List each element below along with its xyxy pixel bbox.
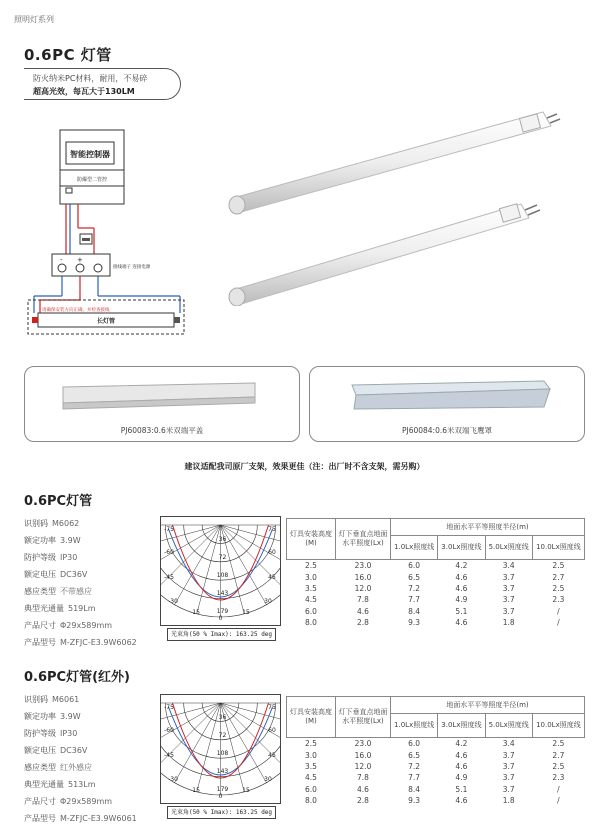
polar-angle-label: 45 — [268, 574, 276, 581]
table-cell: 23.0 — [354, 561, 372, 571]
polar-angle-label: -15 — [190, 609, 200, 616]
terminal-minus: - — [60, 256, 63, 264]
spec-row: 额定功率 3.9W — [24, 536, 81, 545]
polar-angle-label: -15 — [190, 787, 200, 794]
beam-caption-1: 光束角(50 % Imax): 163.25 deg — [167, 628, 276, 641]
fixture-label-2: PJ60084:0.6米双端飞鹰罩 — [401, 426, 493, 435]
tube-2 — [229, 204, 540, 306]
table-cell: 3.7 — [502, 761, 515, 771]
device-label: 防爆型二管控 — [76, 177, 108, 183]
polar-radius-label: 143 — [216, 590, 229, 598]
polar-angle-label: -30 — [168, 776, 178, 783]
table-cell: 12.0 — [354, 583, 372, 593]
table-cell: 3.7 — [502, 750, 515, 760]
table-cell: 3.0 — [305, 750, 317, 760]
polar-angle-label: 60 — [268, 549, 276, 556]
feature-line-1: 防火纳米PC材料，耐用，不易碎 — [33, 74, 148, 83]
fixture-image-1 — [59, 381, 259, 411]
th-sub: 10.0Lx照度线 — [532, 714, 584, 738]
polar-radius-label: 179 — [216, 608, 229, 616]
table-cell: / — [557, 784, 560, 794]
table-cell: 2.8 — [357, 796, 369, 806]
polar-angle-label: 45 — [268, 752, 276, 759]
spec-row: 感应类型 红外感应 — [24, 763, 92, 772]
product-2-title: 0.6PC灯管(红外) — [24, 670, 130, 685]
table-cell: 6.0 — [305, 606, 317, 616]
feature-line-2: 超高光效，每瓦大于130LM — [33, 87, 135, 96]
polar-radius-label: 72 — [218, 732, 227, 740]
table-cell: / — [557, 606, 560, 616]
table-row — [287, 738, 585, 750]
lux-table-2 — [286, 696, 585, 806]
table-cell: 2.3 — [552, 773, 565, 783]
polar-angle-label: 0 — [218, 793, 223, 800]
th-sub: 10.0Lx照度线 — [532, 536, 584, 560]
table-cell: 16.0 — [354, 750, 372, 760]
table-row — [287, 560, 585, 572]
polar-spoke — [197, 703, 221, 792]
table-row — [287, 772, 585, 783]
table-cell: 4.6 — [455, 750, 468, 760]
th-sub: 3.0Lx照度线 — [438, 714, 485, 738]
polar-spoke — [197, 525, 221, 614]
polar-radius-label: 72 — [218, 554, 227, 562]
polar-radius-label: 36 — [218, 536, 227, 544]
spec-row: 典型光通量 519Lm — [24, 604, 96, 613]
th-group: 地面水平平等照度半径(m) — [391, 519, 585, 536]
polar-radius-label: 179 — [216, 786, 229, 794]
table-cell: 8.4 — [408, 784, 421, 794]
table-cell: 7.7 — [408, 773, 421, 783]
fixture-note: 建议适配我司原厂支架，效果更佳（注：出厂时不含支架，需另购） — [184, 462, 425, 471]
polar-angle-label: 15 — [242, 787, 250, 794]
table-cell: 4.6 — [357, 606, 369, 616]
table-cell: 3.7 — [502, 606, 515, 616]
table-cell: 1.8 — [502, 618, 515, 628]
table-cell: 3.5 — [305, 583, 317, 593]
polar-angle-label: -45 — [164, 574, 174, 581]
th-sub: 1.0Lx照度线 — [391, 714, 438, 738]
table-cell: 4.9 — [455, 773, 468, 783]
table-cell: 4.6 — [455, 796, 468, 806]
table-cell: 3.4 — [502, 561, 515, 571]
table-cell: 8.0 — [305, 618, 317, 628]
polar-spoke — [175, 703, 221, 783]
product-1-title: 0.6PC灯管 — [24, 494, 93, 509]
polar-angle-label: 15 — [242, 609, 250, 616]
table-cell: 3.7 — [502, 583, 515, 593]
table-cell: 2.5 — [552, 739, 565, 749]
table-cell: / — [557, 618, 560, 628]
fixture-card-2 — [309, 366, 585, 442]
table-cell: 6.0 — [408, 561, 421, 571]
table-cell: 4.6 — [455, 761, 468, 771]
table-cell: 5.1 — [455, 606, 468, 616]
tube-photos — [225, 106, 565, 306]
table-cell: 3.7 — [502, 595, 515, 605]
terminal-note: 接线端子 连接电源 — [113, 265, 151, 270]
polar-angle-label: 75 — [268, 526, 276, 533]
table-cell: 3.5 — [305, 761, 317, 771]
spec-row: 产品型号 M-ZFJC-E3.9W6061 — [24, 814, 137, 823]
table-cell: 4.2 — [455, 561, 468, 571]
table-cell: 3.4 — [502, 739, 515, 749]
th-sub: 3.0Lx照度线 — [438, 536, 485, 560]
table-row — [287, 784, 585, 795]
table-cell: 7.8 — [357, 773, 369, 783]
table-cell: 4.6 — [455, 583, 468, 593]
table-cell: 2.5 — [552, 761, 565, 771]
fixture-image-2 — [346, 379, 552, 413]
table-cell: 16.0 — [354, 572, 372, 582]
table-cell: 5.1 — [455, 784, 468, 794]
table-row — [287, 795, 585, 806]
table-cell: / — [557, 796, 560, 806]
controller-label: 智能控制器 — [70, 150, 110, 159]
spec-row: 产品尺寸 Φ29x589mm — [24, 621, 113, 630]
table-cell: 2.5 — [305, 561, 317, 571]
table-cell: 7.7 — [408, 595, 421, 605]
polar-radius-label: 108 — [216, 750, 229, 758]
table-cell: 3.7 — [502, 784, 515, 794]
table-cell: 4.9 — [455, 595, 468, 605]
polar-radius-label: 143 — [216, 768, 229, 776]
polar-angle-label: 0 — [218, 615, 223, 622]
polar-angle-label: -75 — [164, 526, 174, 533]
th-sub: 5.0Lx照度线 — [485, 536, 532, 560]
spec-row: 额定电压 DC36V — [24, 570, 88, 579]
polar-spoke — [175, 525, 221, 605]
table-cell: 4.2 — [455, 739, 468, 749]
polar-angle-label: -45 — [164, 752, 174, 759]
table-cell: 9.3 — [408, 796, 421, 806]
spec-row: 额定电压 DC36V — [24, 746, 88, 755]
table-cell: 8.4 — [408, 606, 421, 616]
polar-angle-label: -60 — [164, 727, 174, 734]
series-label: 照明灯系列 — [14, 15, 54, 24]
table-cell: 2.5 — [552, 583, 565, 593]
table-cell: 4.6 — [357, 784, 369, 794]
polar-radius-label: 108 — [216, 572, 229, 580]
th-sub: 1.0Lx照度线 — [391, 536, 438, 560]
th-lux: 灯下垂直点地面水平照度(Lx) — [336, 697, 391, 738]
table-row — [287, 617, 585, 628]
table-cell: 2.5 — [552, 561, 565, 571]
tube-1 — [229, 112, 560, 214]
table-cell: 12.0 — [354, 761, 372, 771]
table-cell: 2.8 — [357, 618, 369, 628]
table-cell: 7.8 — [357, 595, 369, 605]
fixture-label-1: PJ60083:0.6米双端平盖 — [120, 426, 204, 435]
spec-row: 防护等级 IP30 — [24, 729, 78, 738]
th-height: 灯具安装高度(M) — [287, 519, 336, 560]
polar-angle-label: 60 — [268, 727, 276, 734]
th-sub: 5.0Lx照度线 — [485, 714, 532, 738]
terminal-plus: + — [77, 256, 83, 264]
table-cell: 9.3 — [408, 618, 421, 628]
beam-caption-2: 光束角(50 % Imax): 163.25 deg — [167, 806, 276, 819]
table-cell: 4.5 — [305, 773, 317, 783]
spec-row: 防护等级 IP30 — [24, 553, 78, 562]
polar-angle-label: -30 — [168, 598, 178, 605]
th-lux: 灯下垂直点地面水平照度(Lx) — [336, 519, 391, 560]
polar-angle-label: 30 — [264, 776, 272, 783]
table-cell: 2.7 — [552, 572, 565, 582]
polar-radius-label: 36 — [218, 714, 227, 722]
table-cell: 4.5 — [305, 595, 317, 605]
table-row — [287, 606, 585, 617]
table-cell: 4.6 — [455, 572, 468, 582]
spec-row: 产品型号 M-ZFJC-E3.9W6062 — [24, 638, 137, 647]
table-cell: 7.2 — [408, 583, 421, 593]
table-cell: 1.8 — [502, 796, 515, 806]
tube-label: 长灯管 — [96, 318, 116, 325]
table-row — [287, 749, 585, 760]
tube-note: 请确保安装方向正确，并检查接线 — [42, 308, 110, 313]
polar-chart-1 — [160, 516, 281, 626]
table-cell: 6.5 — [408, 750, 421, 760]
fixture-card-1 — [24, 366, 300, 442]
spec-row: 典型光通量 513Lm — [24, 780, 96, 789]
page-title: 0.6PC 灯管 — [24, 46, 112, 64]
table-cell: 2.3 — [552, 595, 565, 605]
polar-angle-label: -60 — [164, 549, 174, 556]
spec-row: 产品尺寸 Φ29x589mm — [24, 797, 113, 806]
table-cell: 6.0 — [408, 739, 421, 749]
table-cell: 6.5 — [408, 572, 421, 582]
table-cell: 3.0 — [305, 572, 317, 582]
table-cell: 2.5 — [305, 739, 317, 749]
spec-row: 识别码 M6061 — [24, 695, 80, 704]
th-group: 地面水平平等照度半径(m) — [391, 697, 585, 714]
table-row — [287, 594, 585, 605]
spec-row: 感应类型 不带感应 — [24, 587, 92, 596]
th-height: 灯具安装高度(M) — [287, 697, 336, 738]
table-cell: 4.6 — [455, 618, 468, 628]
table-cell: 3.7 — [502, 773, 515, 783]
table-cell: 8.0 — [305, 796, 317, 806]
polar-angle-label: -75 — [164, 704, 174, 711]
table-cell: 7.2 — [408, 761, 421, 771]
table-cell: 6.0 — [305, 784, 317, 794]
polar-angle-label: 75 — [268, 704, 276, 711]
polar-chart-2 — [160, 694, 281, 804]
lux-table-1 — [286, 518, 585, 628]
table-row — [287, 583, 585, 594]
wiring-diagram — [22, 128, 192, 343]
spec-row: 额定功率 3.9W — [24, 712, 81, 721]
table-cell: 2.7 — [552, 750, 565, 760]
polar-angle-label: 30 — [264, 598, 272, 605]
spec-row: 识别码 M6062 — [24, 519, 80, 528]
table-row — [287, 761, 585, 772]
table-cell: 3.7 — [502, 572, 515, 582]
table-row — [287, 571, 585, 582]
table-cell: 23.0 — [354, 739, 372, 749]
